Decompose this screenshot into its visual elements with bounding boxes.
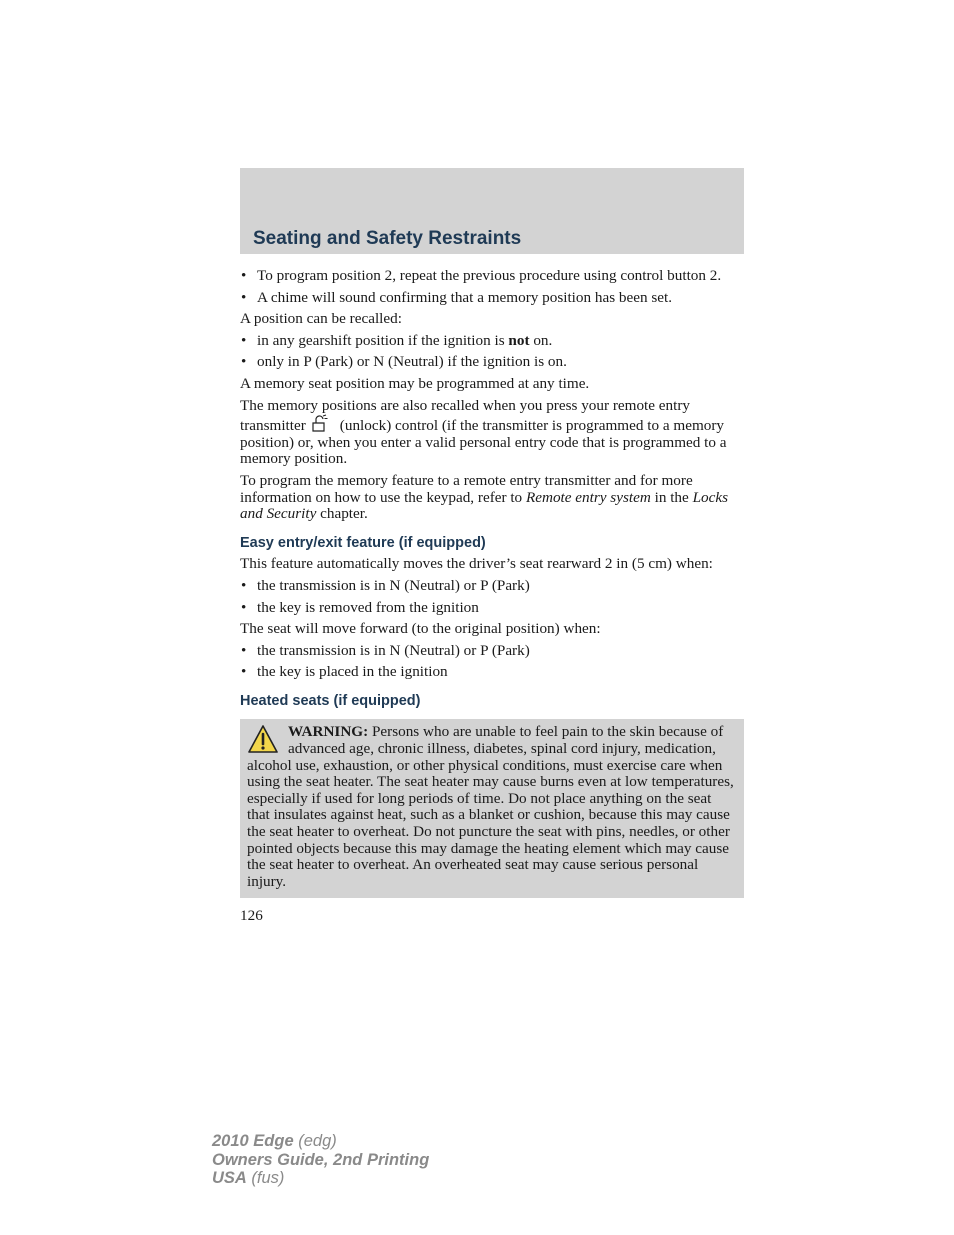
paragraph: The seat will move forward (to the original position) when: (240, 620, 601, 638)
list-item: • the key is removed from the ignition (240, 600, 744, 617)
warning-text: Persons who are unable to feel pain to the skin because of advanced age, chronic illness, diabetes, spinal cord injury, medication, alcohol use, exhaustion, or other physical conditions, must exercise care when using the seat heater. The seat heater may cause burns even at low temperatures, especially if used for long periods of time. Do not place anything on the seat that insulates against heat, such as a blanket or cushion, because this may cause the seat heater to overheat. Do not puncture the seat with pins, needles, or other pointed objects because this may damage the heating element which may cause the seat heater to overheat. An overheated seat may cause serious personal injury. (247, 723, 734, 890)
paragraph: This feature automatically moves the driver’s seat rearward 2 in (5 cm) when: (240, 555, 713, 573)
document-footer (212, 1132, 429, 1188)
warning-label: WARNING: (288, 723, 369, 741)
footer-line-1: 2010 Edge (edg) (212, 1132, 337, 1150)
warning-triangle-icon (247, 724, 279, 754)
paragraph-refer: To program the memory feature to a remote entry transmitter and for more information on how to use the keypad, refer to Remote entry system in the Locks and Security chapter. (240, 471, 728, 523)
list-item: • the key is placed in the ignition (240, 664, 744, 681)
footer-line-3: USA (fus) (212, 1169, 285, 1187)
footer-line-2: Owners Guide, 2nd Printing (212, 1150, 430, 1169)
recall-intro: A position can be recalled: (240, 310, 402, 328)
list-item: • A chime will sound confirming that a memory position has been set. (240, 290, 744, 307)
paragraph-remote: The memory positions are also recalled when you press your remote entry transmitter (unlock) control (if the transmitter is programmed to a memory position) or, when you enter a valid personal entry code that is programmed to a memory position. (240, 396, 727, 468)
list-item: • To program position 2, repeat the previous procedure using control button 2. (240, 268, 744, 285)
section-title: Seating and Safety Restraints (253, 228, 522, 249)
page-number: 126 (240, 907, 263, 925)
list-item: • only in P (Park) or N (Neutral) if the ignition is on. (240, 354, 744, 371)
heading-heated-seats: Heated seats (if equipped) (240, 692, 421, 709)
list-item: • in any gearshift position if the ignition is not on. (240, 333, 744, 350)
page-content (240, 268, 744, 925)
heading-easy-entry: Easy entry/exit feature (if equipped) (240, 534, 486, 551)
list-item: • the transmission is in N (Neutral) or P (Park) (240, 578, 744, 595)
list-item: • the transmission is in N (Neutral) or P (Park) (240, 643, 744, 660)
unlock-icon (310, 414, 330, 432)
section-header-band (240, 168, 744, 254)
paragraph: A memory seat position may be programmed at any time. (240, 374, 590, 392)
warning-box (240, 719, 744, 898)
